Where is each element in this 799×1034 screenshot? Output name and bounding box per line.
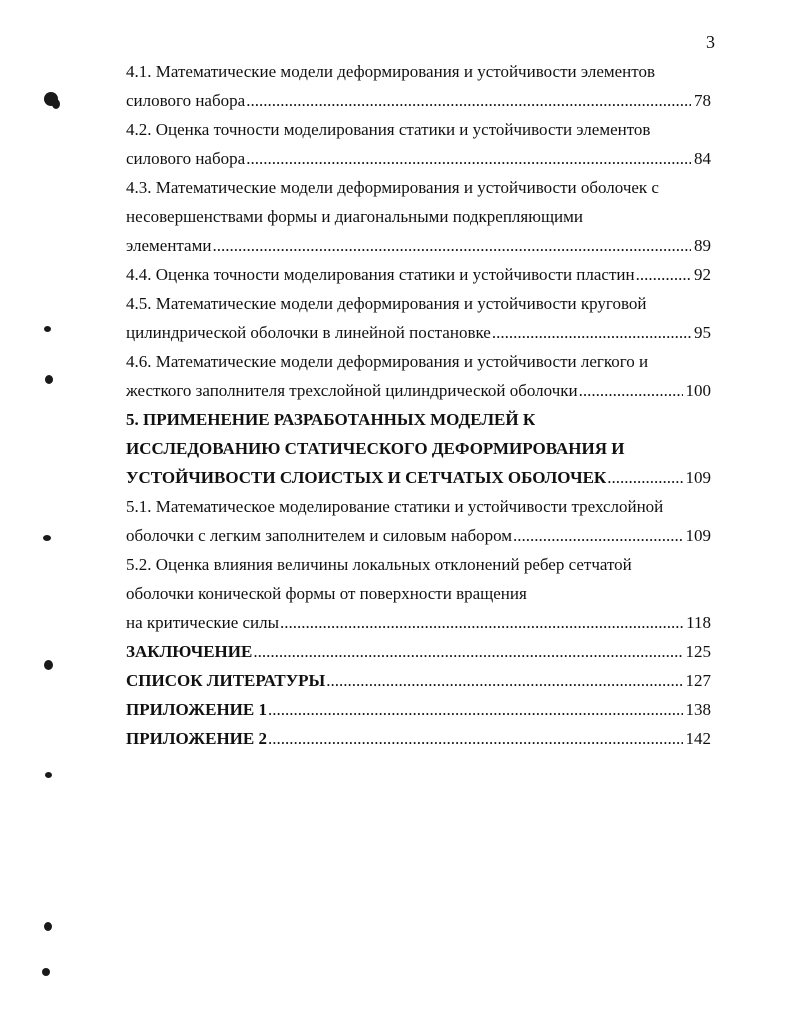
dot-leader <box>212 231 691 260</box>
toc-entry-text: 4.3. Математические модели деформирования и устойчивости оболочек с <box>126 178 659 197</box>
toc-entry-line <box>126 579 711 608</box>
toc-entry <box>126 666 711 695</box>
dot-leader <box>253 637 682 666</box>
scan-speck <box>52 99 60 109</box>
toc-entry-text: 4.5. Математические модели деформирования и устойчивости круговой <box>126 294 647 313</box>
toc-entry <box>126 57 711 115</box>
toc-entry-last-line <box>126 376 711 405</box>
toc-page-number: 118 <box>686 613 711 632</box>
toc-entry-line <box>126 173 711 202</box>
toc-entry <box>126 260 711 289</box>
dot-leader <box>326 666 682 695</box>
scan-speck <box>45 772 52 778</box>
dot-leader <box>579 376 683 405</box>
scan-speck <box>44 660 53 670</box>
toc-entry <box>126 405 711 492</box>
toc-entry <box>126 695 711 724</box>
toc-entry-line <box>126 434 711 463</box>
toc-entry-line <box>126 57 711 86</box>
dot-leader <box>492 318 691 347</box>
toc-entry-text: оболочки конической формы от поверхности вращения <box>126 584 527 603</box>
toc-entry-last-line <box>126 463 711 492</box>
toc-entry-line <box>126 202 711 231</box>
toc-entry-text: 4.6. Математические модели деформирования и устойчивости легкого и <box>126 352 649 371</box>
toc-entry-text: на критические силы <box>126 613 280 632</box>
toc-entry-line <box>126 550 711 579</box>
toc-entry-text: СПИСОК ЛИТЕРАТУРЫ <box>126 671 326 690</box>
toc-entry-text: жесткого заполнителя трехслойной цилиндрической оболочки <box>126 381 578 400</box>
scan-speck <box>42 968 50 976</box>
scan-speck <box>43 535 51 541</box>
toc-entry <box>126 550 711 637</box>
toc-entry-last-line <box>126 666 711 695</box>
toc-entry-line <box>126 492 711 521</box>
toc-entry-line <box>126 347 711 376</box>
toc-entry-text: 4.2. Оценка точности моделирования статики и устойчивости элементов <box>126 120 651 139</box>
toc-page-number: 109 <box>685 468 711 487</box>
toc-entry-text: несовершенствами формы и диагональными подкрепляющими <box>126 207 583 226</box>
dot-leader <box>636 260 691 289</box>
dot-leader <box>607 463 682 492</box>
scan-speck <box>44 922 52 931</box>
toc-entry-last-line <box>126 144 711 173</box>
toc-page-number: 142 <box>685 729 711 748</box>
toc-page-number: 95 <box>694 323 711 342</box>
dot-leader <box>268 695 683 724</box>
toc-page-number: 127 <box>685 671 711 690</box>
toc-entry-text: элементами <box>126 236 212 255</box>
dot-leader <box>280 608 683 637</box>
toc-entry-last-line <box>126 724 711 753</box>
toc-entry-text: цилиндрической оболочки в линейной постановке <box>126 323 491 342</box>
toc-page-number: 84 <box>694 149 711 168</box>
toc-entry-text: ПРИЛОЖЕНИЕ 2 <box>126 729 267 748</box>
table-of-contents <box>126 57 711 753</box>
toc-page-number: 78 <box>694 91 711 110</box>
toc-entry-text: ИССЛЕДОВАНИЮ СТАТИЧЕСКОГО ДЕФОРМИРОВАНИЯ И <box>126 439 625 458</box>
toc-page-number: 138 <box>685 700 711 719</box>
toc-entry-text: 5.2. Оценка влияния величины локальных отклонений ребер сетчатой <box>126 555 632 574</box>
toc-entry <box>126 347 711 405</box>
toc-entry <box>126 724 711 753</box>
toc-entry-last-line <box>126 260 711 289</box>
toc-entry-last-line <box>126 521 711 550</box>
toc-entry-text: 5. ПРИМЕНЕНИЕ РАЗРАБОТАННЫХ МОДЕЛЕЙ К <box>126 410 536 429</box>
scan-speck <box>45 375 53 384</box>
toc-entry-text: УСТОЙЧИВОСТИ СЛОИСТЫХ И СЕТЧАТЫХ ОБОЛОЧЕК <box>126 468 607 487</box>
toc-entry <box>126 115 711 173</box>
toc-entry-text: 5.1. Математическое моделирование статики и устойчивости трехслойной <box>126 497 664 516</box>
toc-entry-line <box>126 289 711 318</box>
toc-page-number: 92 <box>694 265 711 284</box>
dot-leader <box>513 521 682 550</box>
toc-entry <box>126 492 711 550</box>
toc-page-number: 109 <box>685 526 711 545</box>
toc-entry-text: ЗАКЛЮЧЕНИЕ <box>126 642 253 661</box>
toc-entry-line <box>126 115 711 144</box>
toc-page-number: 125 <box>685 642 711 661</box>
toc-entry-last-line <box>126 637 711 666</box>
toc-entry-text: ПРИЛОЖЕНИЕ 1 <box>126 700 267 719</box>
scan-speck <box>44 326 51 332</box>
toc-entry-text: силового набора <box>126 91 246 110</box>
page-number: 3 <box>706 32 715 52</box>
toc-entry-text: 4.1. Математические модели деформирования и устойчивости элементов <box>126 62 656 81</box>
toc-entry-text: оболочки с легким заполнителем и силовым набором <box>126 526 513 545</box>
toc-page-number: 100 <box>685 381 711 400</box>
toc-page-number: 89 <box>694 236 711 255</box>
toc-entry-last-line <box>126 695 711 724</box>
toc-entry-last-line <box>126 86 711 115</box>
toc-entry-last-line <box>126 231 711 260</box>
toc-entry-last-line <box>126 318 711 347</box>
toc-entry <box>126 637 711 666</box>
dot-leader <box>246 144 691 173</box>
toc-entry <box>126 289 711 347</box>
toc-entry-line <box>126 405 711 434</box>
dot-leader <box>268 724 683 753</box>
toc-entry-text: 4.4. Оценка точности моделирования статики и устойчивости пластин <box>126 265 635 284</box>
toc-entry-last-line <box>126 608 711 637</box>
toc-entry <box>126 173 711 260</box>
dot-leader <box>246 86 691 115</box>
toc-entry-text: силового набора <box>126 149 246 168</box>
